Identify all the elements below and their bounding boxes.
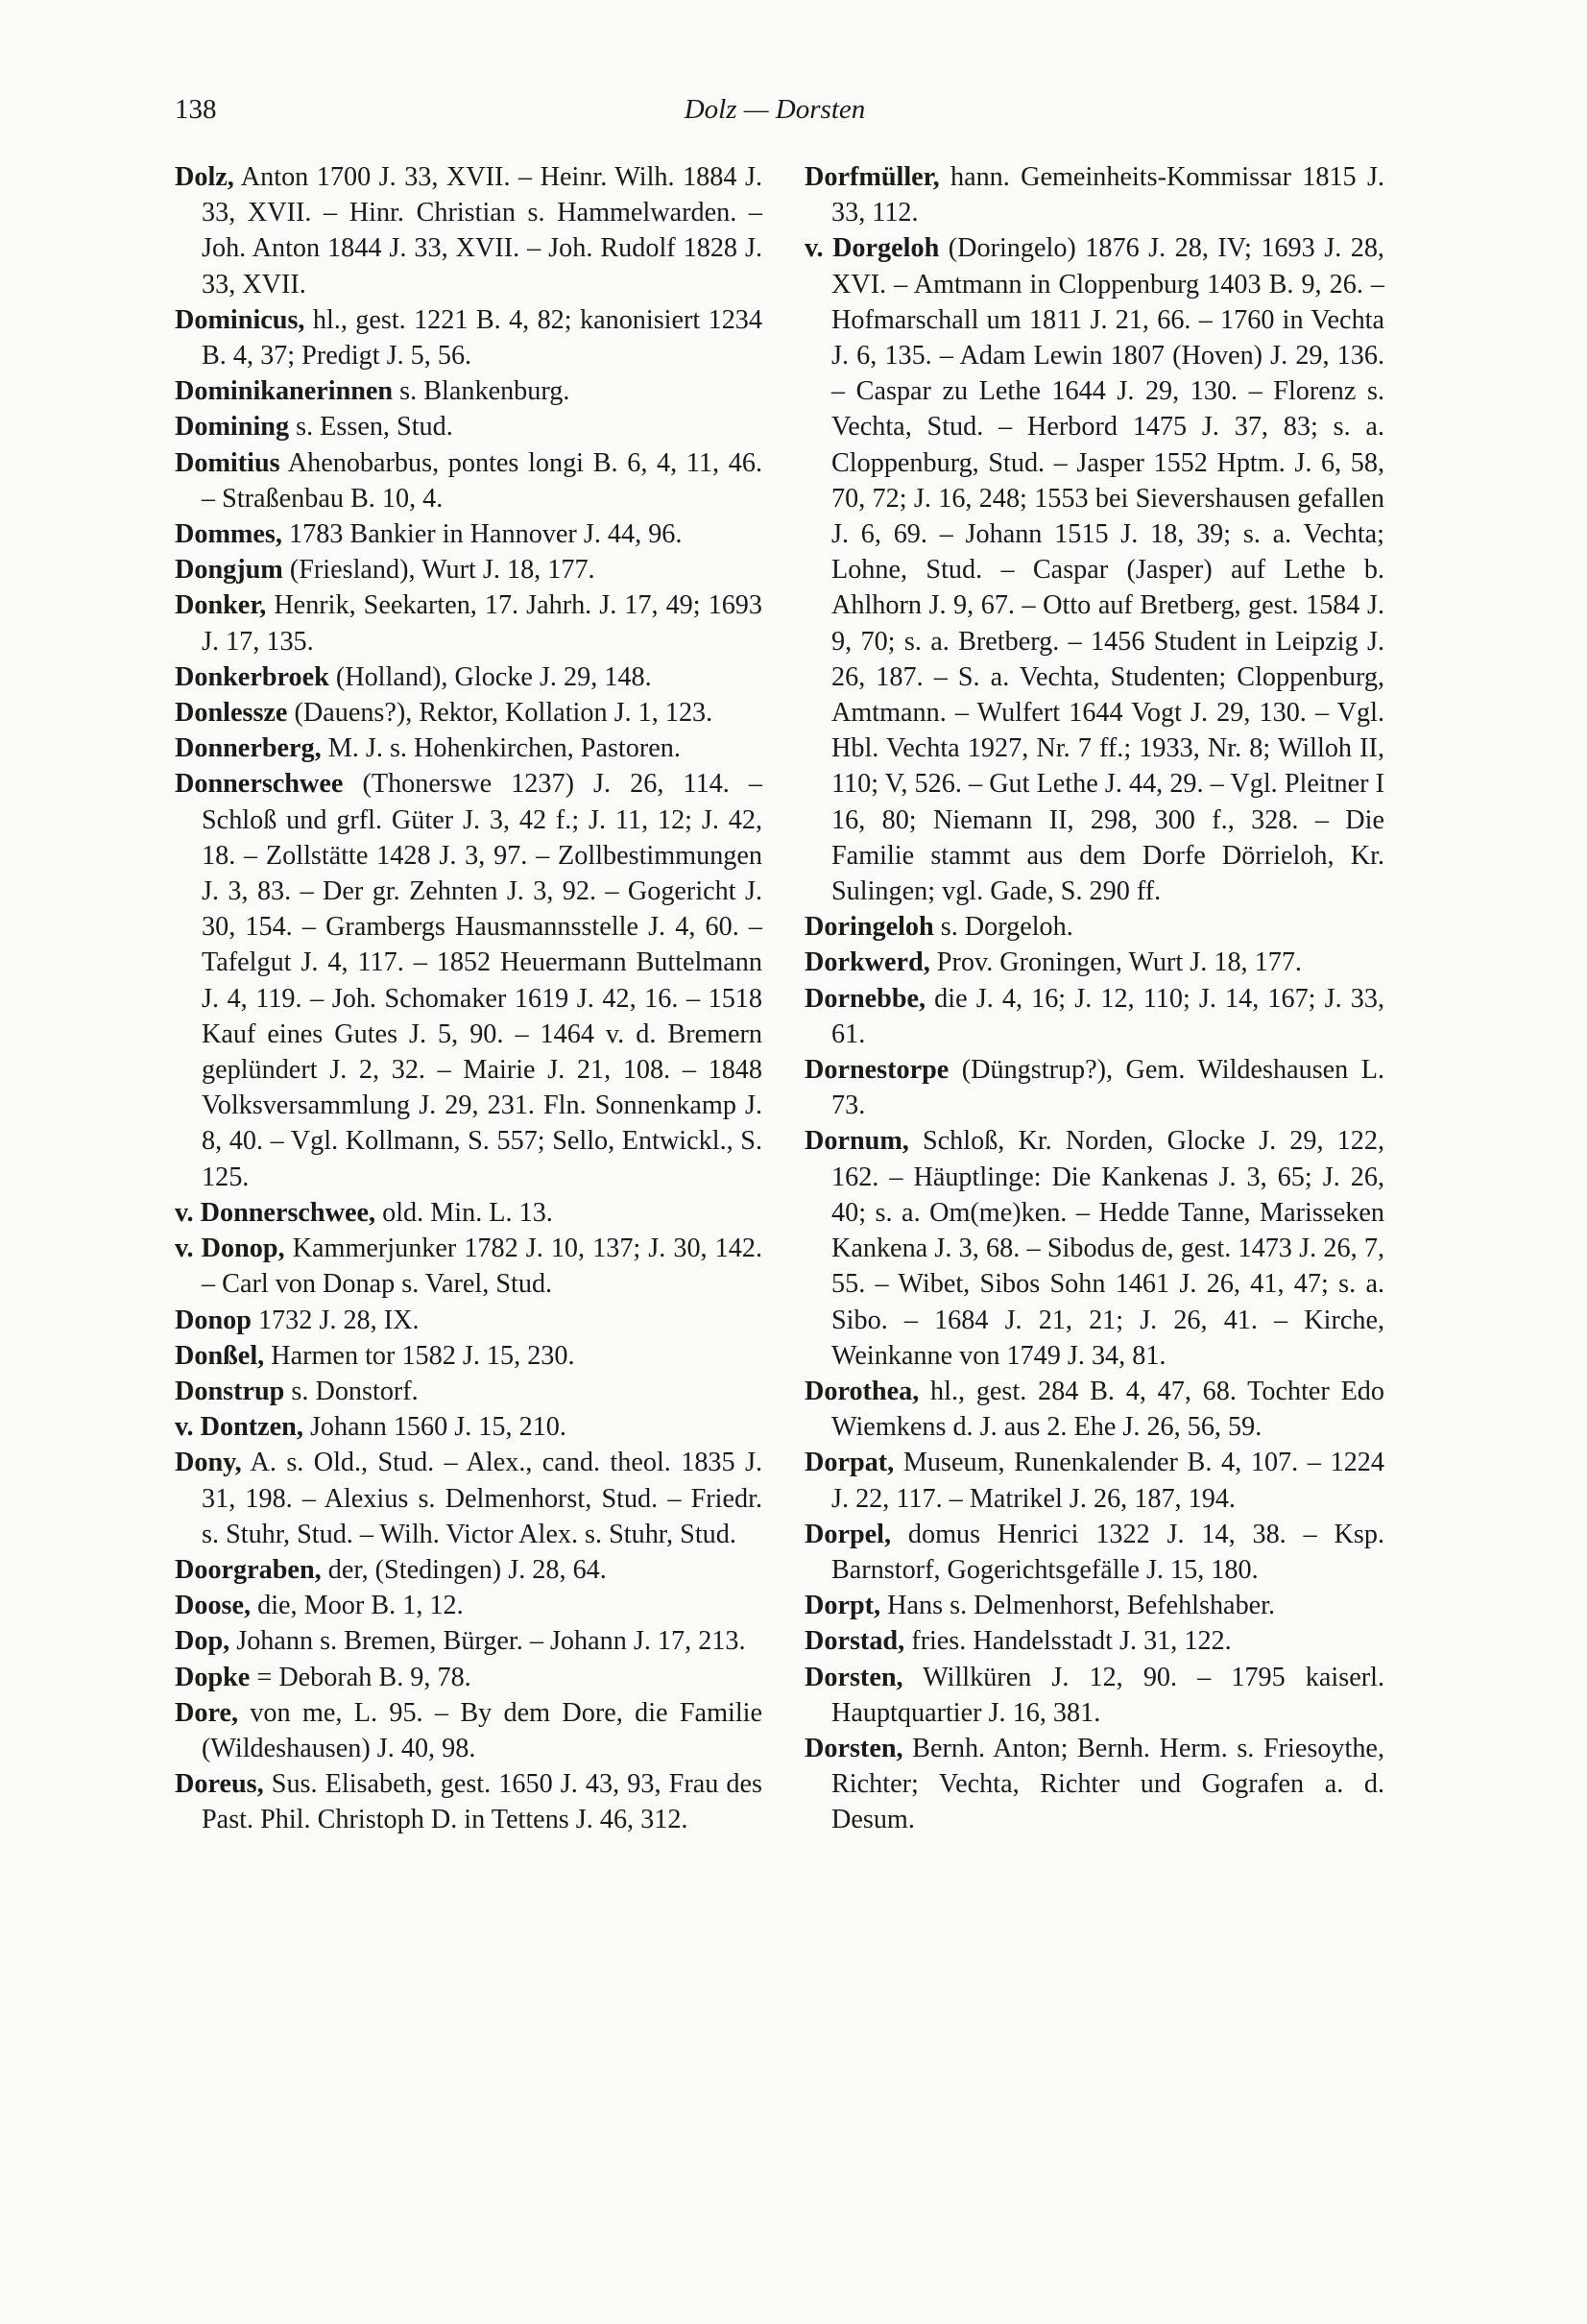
index-entry — [805, 1445, 1384, 1516]
entry-text: s. Blankenburg. — [393, 376, 570, 407]
entry-text: Sus. Elisabeth, gest. 1650 J. 43, 93, Frau des Past. Phil. Christoph D. in Tettens J. 46, 312. — [202, 1769, 762, 1835]
entry-text: Schloß, Kr. Norden, Glocke J. 29, 122, 162. – Häuptlinge: Die Kankenas J. 3, 65; J. 26, 40; s. a. Om(me)ken. – Hedde Tanne, Marisseken Kankena J. 3, 68. – Sibodus de, gest. 1473 J. 26, 7, 55. – Wibet, Sibos Sohn 1461 J. 26, 41, 47; s. a. Sibo. – 1684 J. 21, 21; J. 26, 41. – Kirche, Weinkanne von 1749 J. 34, 81. — [831, 1126, 1384, 1371]
index-entry — [175, 1695, 762, 1766]
entry-text: Museum, Runenkalender B. 4, 107. – 1224 J. 22, 117. – Matrikel J. 26, 187, 194. — [831, 1448, 1384, 1514]
entry-headword: Doringeloh — [805, 912, 934, 943]
index-entry — [805, 909, 1384, 945]
entry-text: Bernh. Anton; Bernh. Herm. s. Friesoythe, Richter; Vechta, Richter und Gografen a. d. Desum. — [831, 1733, 1384, 1835]
entry-text: Henrik, Seekarten, 17. Jahrh. J. 17, 49; 1693 J. 17, 135. — [202, 590, 762, 657]
index-entry — [175, 1409, 762, 1445]
index-entry — [175, 1374, 762, 1409]
index-entry — [175, 302, 762, 373]
index-entry — [175, 1660, 762, 1695]
entry-text: 1732 J. 28, IX. — [251, 1305, 420, 1335]
entry-text: domus Henrici 1322 J. 14, 38. – Ksp. Barnstorf, Gogerichtsgefälle J. 15, 180. — [831, 1519, 1384, 1585]
index-entry — [805, 981, 1384, 1052]
index-entry — [175, 1445, 762, 1552]
entry-text: Anton 1700 J. 33, XVII. – Heinr. Wilh. 1884 J. 33, XVII. – Hinr. Christian s. Hammelwarden. – Joh. Anton 1844 J. 33, XVII. – Joh. Rudolf 1828 J. 33, XVII. — [202, 162, 762, 299]
entry-text: 1783 Bankier in Hannover J. 44, 96. — [281, 519, 683, 550]
entry-text: hann. Gemeinheits-Kommissar 1815 J. 33, 112. — [831, 162, 1384, 228]
index-entry — [175, 1623, 762, 1659]
entry-headword: Dorstad, — [805, 1626, 905, 1657]
index-entry — [805, 1052, 1384, 1123]
entry-headword: Dominikanerinnen — [175, 376, 394, 407]
index-entry — [175, 659, 762, 695]
right-column — [805, 159, 1384, 1838]
index-entry — [175, 1338, 762, 1374]
index-entry — [805, 1123, 1384, 1373]
page-number: 138 — [175, 94, 217, 125]
entry-headword: Dorsten, — [805, 1733, 903, 1763]
index-entry — [175, 445, 762, 516]
entry-headword: Dorpat, — [805, 1448, 895, 1478]
entry-headword: Dornestorpe — [805, 1055, 950, 1086]
index-entry — [805, 945, 1384, 980]
index-entry — [175, 766, 762, 1194]
entry-headword: Dorpel, — [805, 1519, 892, 1549]
entry-text: von me, L. 95. – By dem Dore, die Familie (Wildeshausen) J. 40, 98. — [202, 1697, 762, 1763]
entry-headword: Doose, — [175, 1591, 252, 1621]
entry-headword: Donop — [175, 1305, 252, 1335]
entry-text: old. Min. L. 13. — [375, 1197, 553, 1228]
entry-text: die J. 4, 16; J. 12, 110; J. 14, 167; J. 33, 61. — [831, 983, 1384, 1049]
index-entry — [805, 1374, 1384, 1445]
entry-text: A. s. Old., Stud. – Alex., cand. theol. 1835 J. 31, 198. – Alexius s. Delmenhorst, Stud. – Friedr. s. Stuhr, Stud. – Wilh. Victor Alex. s. Stuhr, Stud. — [202, 1448, 762, 1549]
running-head: Dolz — Dorsten — [684, 94, 866, 125]
entry-text: Ahenobarbus, pontes longi B. 6, 4, 11, 46. – Straßenbau B. 10, 4. — [202, 447, 762, 514]
entry-text: (Doringelo) 1876 J. 28, IV; 1693 J. 28, XVI. – Amtmann in Cloppenburg 1403 B. 9, 26. – Hofmarschall um 1811 J. 21, 66. – 1760 in Vechta J. 6, 135. – Adam Lewin 1807 (Hoven) J. 29, 136. – Caspar zu Lethe 1644 J. 29, 130. – Florenz s. Vechta, Stud. – Herbord 1475 J. 37, 83; s. a. Cloppenburg, Stud. – Jasper 1552 Hptm. J. 6, 58, 70, 72; J. 16, 248; 1553 bei Sievershausen gefallen J. 6, 69. – Johann 1515 J. 18, 39; s. a. Vechta; Lohne, Stud. – Caspar (Jasper) auf Lethe b. Ahlhorn J. 9, 67. – Otto auf Bretberg, gest. 1584 J. 9, 70; s. a. Bretberg. – 1456 Student in Leipzig J. 26, 187. – S. a. Vechta, Studenten; Cloppenburg, Amtmann. – Wulfert 1644 Vogt J. 29, 130. – Vgl. Hbl. Vechta 1927, Nr. 7 ff.; 1933, Nr. 8; Willoh II, 110; V, 526. – Gut Lethe J. 44, 29. – Vgl. Pleitner I 16, 80; Niemann II, 298, 300 f., 328. – Die Familie stammt aus dem Dorfe Dörrieloh, Kr. Sulingen; vgl. Gade, S. 290 ff. — [831, 233, 1384, 907]
index-entry — [175, 1552, 762, 1588]
entry-headword: v. Donnerschwee, — [175, 1197, 376, 1228]
entry-headword: Donßel, — [175, 1340, 265, 1371]
entry-headword: Donker, — [175, 590, 267, 621]
entry-headword: Doorgraben, — [175, 1554, 322, 1585]
left-column — [175, 159, 762, 1838]
entry-text: Johann s. Bremen, Bürger. – Johann J. 17, 213. — [229, 1626, 746, 1657]
entry-text: Hans s. Delmenhorst, Befehlshaber. — [880, 1591, 1276, 1621]
index-entry — [805, 159, 1384, 230]
index-entry — [175, 1303, 762, 1338]
index-entry — [805, 1517, 1384, 1588]
entry-text: s. Donstorf. — [284, 1376, 419, 1406]
entry-headword: Doreus, — [175, 1769, 264, 1800]
entry-text: Harmen tor 1582 J. 15, 230. — [264, 1340, 575, 1371]
entry-headword: Dorothea, — [805, 1376, 920, 1406]
entry-headword: Dopke — [175, 1662, 251, 1692]
index-entry — [175, 1766, 762, 1837]
index-entry — [175, 159, 762, 302]
entry-text: die, Moor B. 1, 12. — [251, 1591, 464, 1621]
index-entry — [175, 1195, 762, 1231]
entry-text: M. J. s. Hohenkirchen, Pastoren. — [321, 733, 681, 764]
entry-text: Kammerjunker 1782 J. 10, 137; J. 30, 142. – Carl von Donap s. Varel, Stud. — [202, 1234, 762, 1300]
entry-text: (Dauens?), Rektor, Kollation J. 1, 123. — [287, 698, 713, 729]
entry-headword: Dongjum — [175, 555, 283, 586]
entry-headword: Dolz, — [175, 162, 234, 192]
index-entry — [175, 1588, 762, 1623]
entry-text: fries. Handelsstadt J. 31, 122. — [904, 1626, 1232, 1657]
index-entry — [805, 1588, 1384, 1623]
index-entry — [805, 1623, 1384, 1659]
entry-headword: Dore, — [175, 1697, 239, 1728]
entry-text: hl., gest. 284 B. 4, 47, 68. Tochter Edo Wiemkens d. J. aus 2. Ehe J. 26, 56, 59. — [831, 1376, 1384, 1443]
entry-headword: Dorfmüller, — [805, 162, 940, 192]
entry-headword: Donnerberg, — [175, 733, 322, 764]
entry-headword: Donkerbroek — [175, 661, 329, 692]
entry-headword: Domining — [175, 412, 290, 443]
index-entry — [175, 516, 762, 552]
index-entry — [805, 230, 1384, 909]
entry-text: hl., gest. 1221 B. 4, 82; kanonisiert 1234 B. 4, 37; Predigt J. 5, 56. — [202, 304, 762, 371]
entry-text: s. Essen, Stud. — [289, 412, 453, 443]
entry-headword: Dony, — [175, 1448, 242, 1478]
index-entry — [175, 409, 762, 444]
index-entry — [805, 1660, 1384, 1731]
entry-headword: Dornum, — [805, 1126, 909, 1157]
entry-headword: Donstrup — [175, 1376, 285, 1406]
entry-text: Johann 1560 J. 15, 210. — [302, 1412, 566, 1443]
entry-headword: Dorpt, — [805, 1591, 881, 1621]
entry-headword: Dornebbe, — [805, 983, 926, 1014]
entry-headword: Donlessze — [175, 698, 288, 729]
entry-headword: v. Dorgeloh — [805, 233, 940, 264]
index-entry — [805, 1731, 1384, 1838]
entry-text: (Thonerswe 1237) J. 26, 114. – Schloß und grfl. Güter J. 3, 42 f.; J. 11, 12; J. 42, 18. – Zollstätte 1428 J. 3, 97. – Zollbestimmungen J. 3, 83. – Der gr. Zehnten J. 3, 92. – Gogericht J. 30, 154. – Grambergs Hausmannsstelle J. 4, 60. – Tafelgut J. 4, 117. – 1852 Heuermann Buttelmann J. 4, 119. – Joh. Schomaker 1619 J. 42, 16. – 1518 Kauf eines Gutes J. 5, 90. – 1464 v. d. Bremern geplündert J. 2, 32. – Mairie J. 21, 108. – 1848 Volksversammlung J. 29, 231. Fln. Sonnenkamp J. 8, 40. – Vgl. Kollmann, S. 557; Sello, Entwickl., S. 125. — [202, 769, 762, 1192]
entry-text: (Friesland), Wurt J. 18, 177. — [282, 555, 595, 586]
entry-headword: Dommes, — [175, 519, 282, 550]
index-entry — [175, 695, 762, 731]
entry-headword: Domitius — [175, 447, 280, 478]
entry-text: Prov. Groningen, Wurt J. 18, 177. — [929, 947, 1302, 978]
entry-headword: v. Dontzen, — [175, 1412, 303, 1443]
entry-headword: Dorsten, — [805, 1662, 903, 1692]
index-entry — [175, 731, 762, 766]
index-entry — [175, 373, 762, 409]
entry-text: (Düngstrup?), Gem. Wildeshausen L. 73. — [831, 1055, 1384, 1121]
entry-text: = Deborah B. 9, 78. — [250, 1662, 471, 1692]
entry-headword: Donnerschwee — [175, 769, 344, 800]
entry-text: der, (Stedingen) J. 28, 64. — [321, 1554, 607, 1585]
index-entry — [175, 552, 762, 587]
entry-text: s. Dorgeloh. — [933, 912, 1073, 943]
entry-headword: Dorkwerd, — [805, 947, 930, 978]
page-header — [175, 94, 1375, 132]
entry-headword: Dop, — [175, 1626, 230, 1657]
index-entry — [175, 587, 762, 659]
entry-headword: Dominicus, — [175, 304, 305, 335]
entry-text: (Holland), Glocke J. 29, 148. — [328, 661, 652, 692]
index-entry — [175, 1231, 762, 1302]
entry-text: Willküren J. 12, 90. – 1795 kaiserl. Hauptquartier J. 16, 381. — [831, 1662, 1384, 1728]
entry-headword: v. Donop, — [175, 1234, 285, 1264]
